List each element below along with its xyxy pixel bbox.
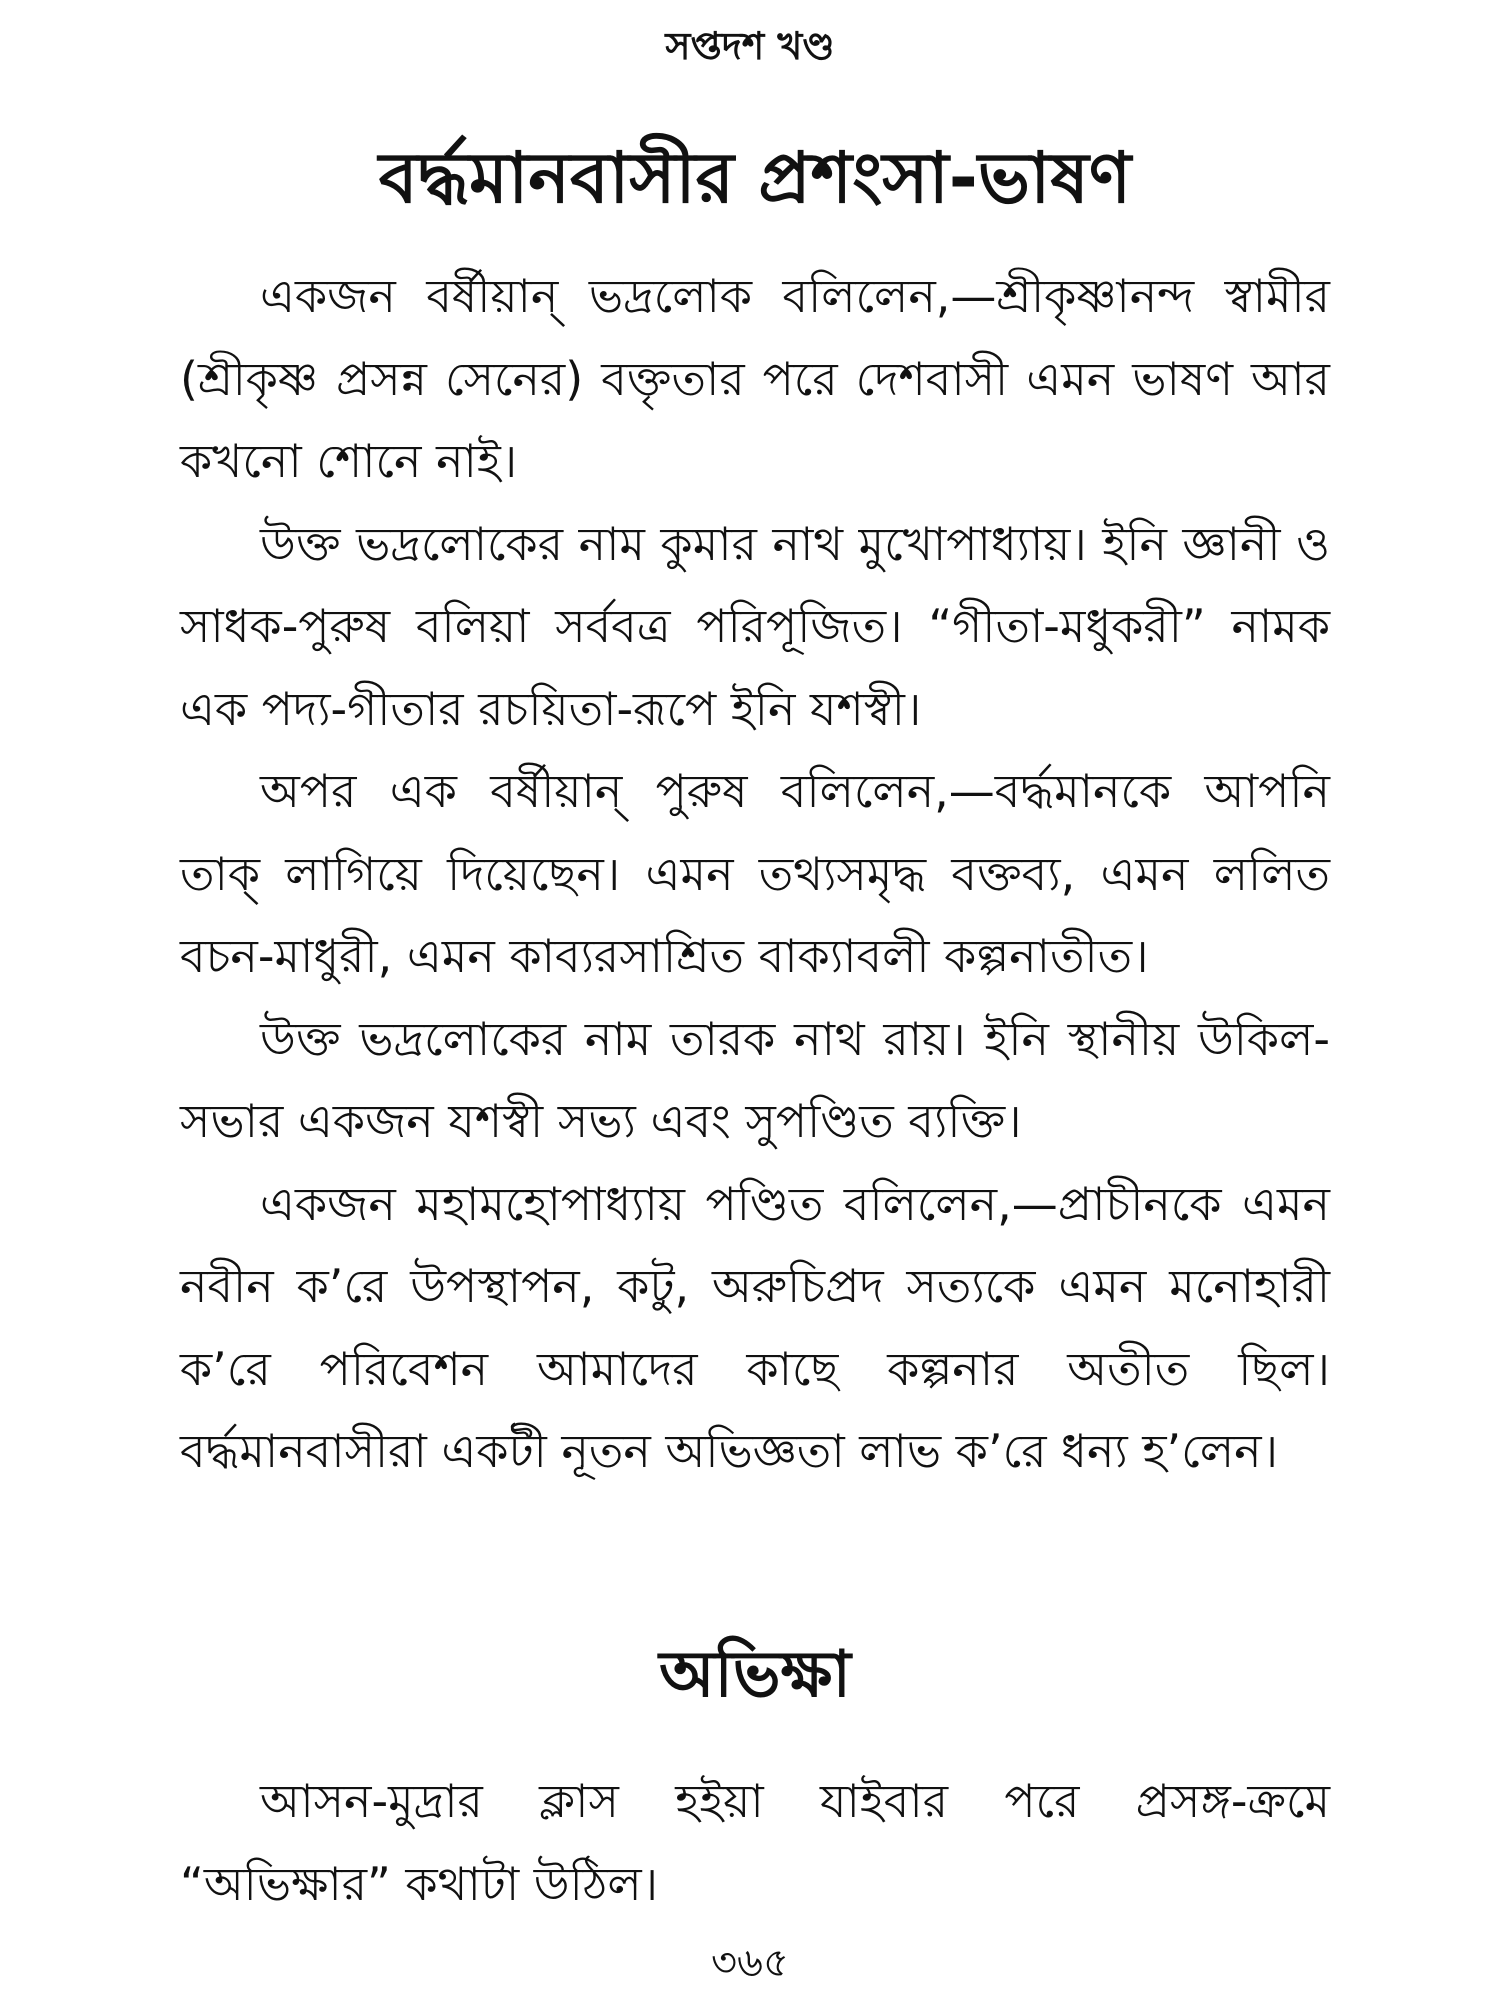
paragraph: উক্ত ভদ্রলোকের নাম তারক নাথ রায়। ইনি স্থানীয় উকিল-সভার একজন যশস্বী সভ্য এবং সুপণ্ডিত ব্যক্তি। <box>180 1011 1330 1148</box>
paragraph: আসন-মুদ্রার ক্লাস হইয়া যাইবার পরে প্রসঙ্গ-ক্রমে “অভিক্ষার” কথাটা উঠিল। <box>180 1774 1330 1911</box>
section-body <box>180 255 1330 1493</box>
paragraph: অপর এক বর্ষীয়ান্ পুরুষ বলিলেন,—বৰ্দ্ধমানকে আপনি তাক্ লাগিয়ে দিয়েছেন। এমন তথ্যসমৃদ্ধ বক্তব্য, এমন ললিত বচন-মাধুরী, এমন কাব্যরসাশ্রিত বাক্যাবলী কল্পনাতীত। <box>180 764 1330 983</box>
running-head: সপ্তদশ খণ্ড <box>665 24 835 68</box>
section-body <box>180 1760 1330 1925</box>
section-title: বৰ্দ্ধমানবাসীর প্রশংসা-ভাষণ <box>378 137 1132 219</box>
paragraph: একজন বর্ষীয়ান্ ভদ্রলোক বলিলেন,—শ্রীকৃষ্ণানন্দ স্বামীর (শ্রীকৃষ্ণ প্রসন্ন সেনের) বক্তৃতার পরে দেশবাসী এমন ভাষণ আর কখনো শোনে নাই। <box>180 269 1330 488</box>
page-number: ৩৬৫ <box>711 1940 789 1986</box>
section-title: অভিক্ষা <box>659 1638 851 1712</box>
paragraph: উক্ত ভদ্রলোকের নাম কুমার নাথ মুখোপাধ্যায়। ইনি জ্ঞানী ও সাধক-পুরুষ বলিয়া সর্ববত্র পরিপূজিত। “গীতা-মধুকরী” নামক এক পদ্য-গীতার রচয়িতা-রূপে ইনি যশস্বী। <box>180 516 1330 736</box>
paragraph: একজন মহামহোপাধ্যায় পণ্ডিত বলিলেন,—প্রাচীনকে এমন নবীন ক’রে উপস্থাপন, কটু, অরুচিপ্রদ সত্যকে এমন মনোহারী ক’রে পরিবেশন আমাদের কাছে কল্পনার অতীত ছিল। বৰ্দ্ধমানবাসীরা একটী নূতন অভিজ্ঞতা লাভ ক’রে ধন্য হ’লেন। <box>180 1176 1330 1478</box>
